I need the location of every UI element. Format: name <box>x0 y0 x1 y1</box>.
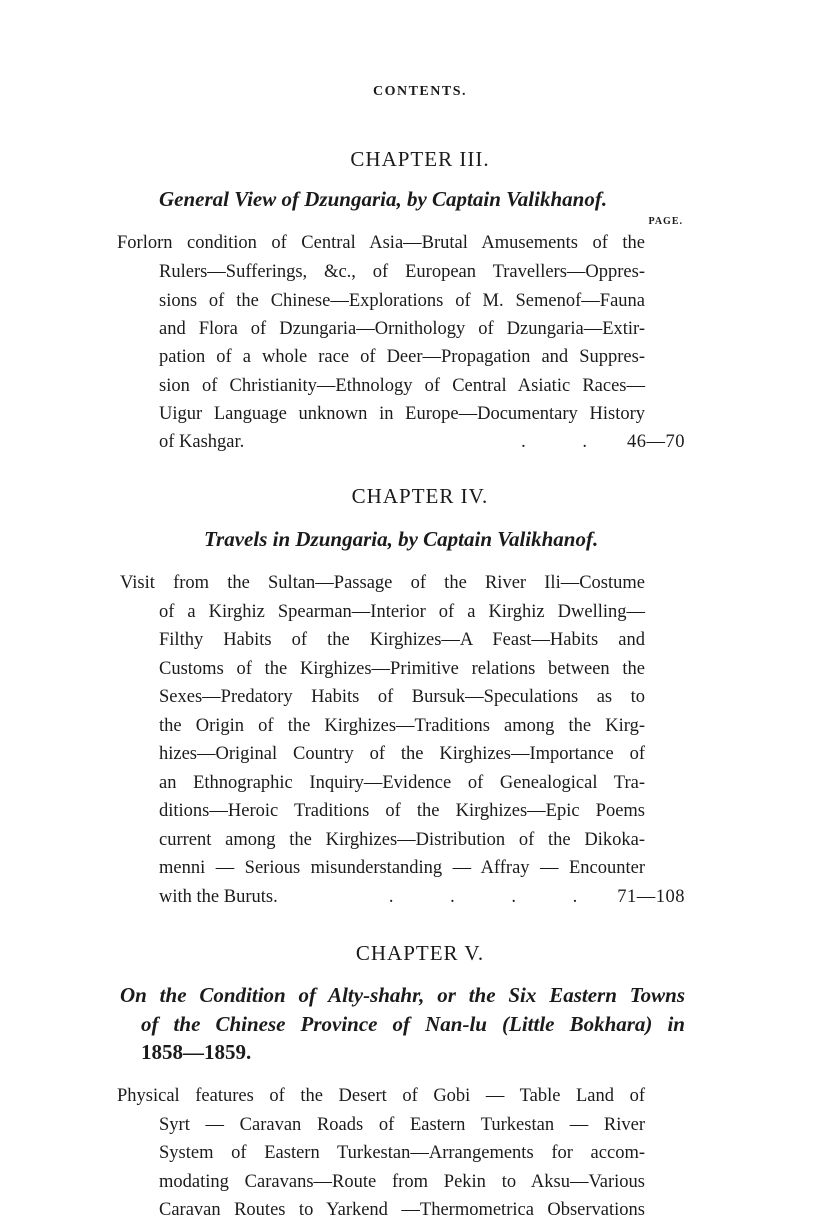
chapter-v-line: Caravan Routes to Yarkend —Thermometrica Observations <box>159 1200 645 1220</box>
chapter-iii-pages: 46—70 <box>627 432 685 452</box>
chapter-iv-line: current among the Kirghizes—Distribution of the Dikoka- <box>159 830 645 850</box>
chapter-iii-line: sions of the Chinese—Explorations of M. Semenof—Fauna <box>159 291 645 311</box>
chapter-iii-line: Uigur Language unknown in Europe—Documentary History <box>159 404 645 424</box>
chapter-v-line: modating Caravans—Route from Pekin to Aksu—Various <box>159 1172 645 1192</box>
chapter-iii-subtitle: General View of Dzungaria, by Captain Valikhanof. <box>159 187 608 211</box>
chapter-iv-line: hizes—Original Country of the Kirghizes—Importance of <box>159 744 645 764</box>
chapter-v-line: System of Eastern Turkestan—Arrangements for accom- <box>159 1143 645 1163</box>
chapter-iv-heading: CHAPTER IV. <box>351 484 489 508</box>
chapter-v-line: Syrt — Caravan Roads of Eastern Turkestan — River <box>159 1115 645 1135</box>
chapter-iii-heading: CHAPTER III. <box>350 147 490 171</box>
chapter-iv-pages: 71—108 <box>617 887 685 907</box>
chapter-v-heading: CHAPTER V. <box>355 941 485 965</box>
chapter-iii-line: Forlorn condition of Central Asia—Brutal Amusements of the <box>117 233 645 253</box>
chapter-iii-line: and Flora of Dzungaria—Ornithology of Dzungaria—Extir- <box>159 319 645 339</box>
chapter-v-line: Physical features of the Desert of Gobi — Table Land of <box>117 1086 645 1106</box>
chapter-iv-line: Customs of the Kirghizes—Primitive relations between the <box>159 659 645 679</box>
chapter-iv-line: menni — Serious misunderstanding — Affray — Encounter <box>159 858 645 878</box>
leader-dots: . . . . <box>388 887 604 907</box>
chapter-v-subtitle: On the Condition of Alty-shahr, or the Six Eastern Towns <box>120 983 685 1007</box>
chapter-iv-line: Visit from the Sultan—Passage of the River Ili—Costume <box>120 573 645 593</box>
page-column-label: PAGE. <box>648 216 683 227</box>
chapter-iv-line: with the Buruts. <box>159 887 278 907</box>
chapter-iv-line: an Ethnographic Inquiry—Evidence of Genealogical Tra- <box>159 773 645 793</box>
chapter-iv-line: Sexes—Predatory Habits of Bursuk—Speculations as to <box>159 687 645 707</box>
chapter-v-subtitle-years: 1858—1859. <box>141 1040 252 1064</box>
chapter-iv-line: ditions—Heroic Traditions of the Kirghizes—Epic Poems <box>159 801 645 821</box>
chapter-iii-line: pation of a whole race of Deer—Propagation and Suppres- <box>159 347 645 367</box>
chapter-iv-line: of a Kirghiz Spearman—Interior of a Kirghiz Dwelling— <box>159 602 645 622</box>
chapter-iii-entry-final <box>159 433 685 452</box>
chapter-iv-entry-final <box>159 888 685 907</box>
running-head: CONTENTS. <box>372 84 468 99</box>
chapter-iii-line: of Kashgar. <box>159 432 245 452</box>
chapter-iv-line: the Origin of the Kirghizes—Traditions among the Kirg- <box>159 716 645 736</box>
leader-dots: . . <box>521 432 613 452</box>
chapter-iv-subtitle: Travels in Dzungaria, by Captain Valikhanof. <box>204 527 599 551</box>
chapter-iii-line: Rulers—Sufferings, &c., of European Travellers—Oppres- <box>159 262 645 282</box>
chapter-iii-line: sion of Christianity—Ethnology of Central Asiatic Races— <box>159 376 645 396</box>
chapter-v-subtitle: of the Chinese Province of Nan-lu (Little Bokhara) in <box>141 1012 685 1036</box>
chapter-iv-line: Filthy Habits of the Kirghizes—A Feast—Habits and <box>159 630 645 650</box>
